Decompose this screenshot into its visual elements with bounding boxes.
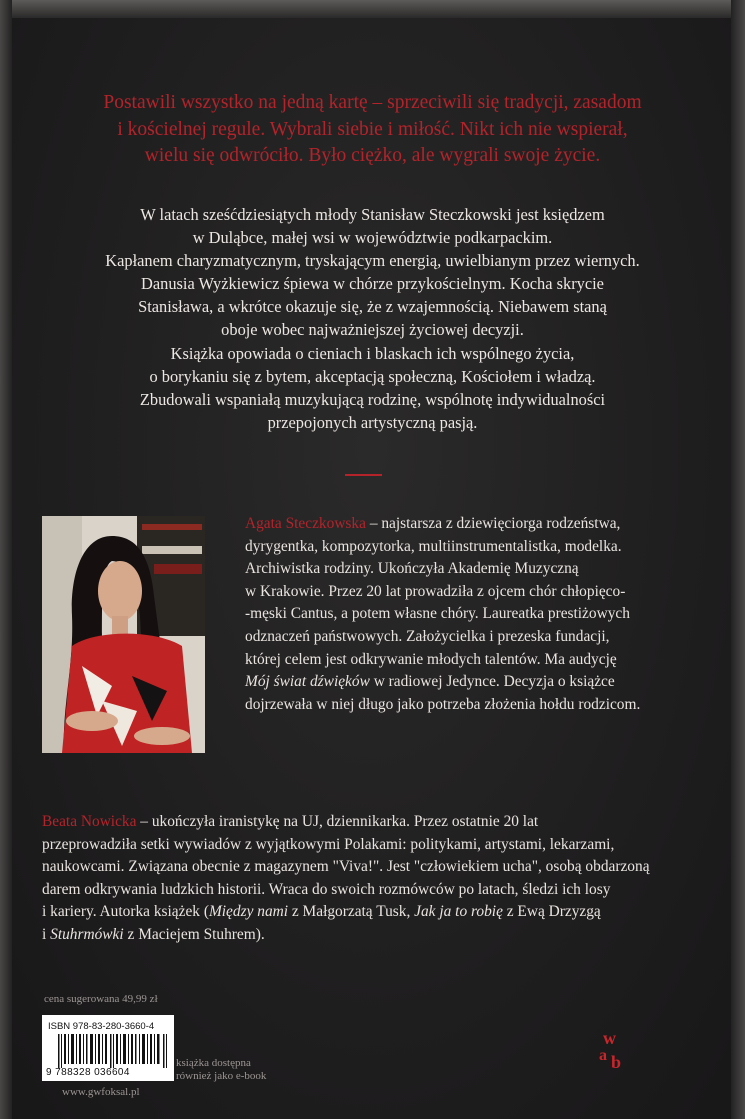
bio-text: z Ewą Drzyzgą (502, 903, 601, 921)
blurb-line: przepojonych artystyczną pasją. (267, 412, 478, 432)
bio-line (42, 811, 692, 834)
logo-letter-a: a (599, 1047, 607, 1064)
bio-line: dojrzewała w niej długo jako potrzeba złożenia hołdu rodzicom. (245, 695, 641, 713)
ebook-line: książka dostępna (176, 1057, 251, 1069)
author-photo (42, 516, 205, 753)
tagline-line: Postawili wszystko na jedną kartę – sprzeciwili się tradycji, zasadom (103, 92, 642, 113)
bio-line (245, 513, 685, 536)
author2-bio (42, 811, 692, 947)
bio-line (42, 924, 692, 947)
bio-text: – najstarsza z dziewięciorga rodzeństwa, (369, 515, 621, 532)
bio-line: darem odkrywania ludzkich historii. Wraca do swoich rozmówców po latach, śledzi ich losy (42, 880, 611, 898)
bio-text: – ukończyła iranistykę na UJ, dziennikarka. Przez ostatnie 20 lat (136, 813, 539, 830)
bio-text: z Małgorzatą Tusk, (288, 903, 415, 921)
logo-letter-b: b (611, 1052, 622, 1072)
bio-line: -męski Cantus, a potem własne chóry. Laureatka prestiżowych (245, 605, 630, 623)
author1-bio (245, 513, 685, 716)
blurb-line: oboje wobec najważniejszej życiowej decyzji. (221, 320, 524, 340)
tagline-line: wielu się odwróciło. Było ciężko, ale wygrali swoje życie. (144, 145, 601, 166)
bio-line: naukowcami. Związana obecnie z magazynem "Viva!". Jest "człowiekiem ucha", osobą obdarzoną (42, 858, 650, 876)
ebook-line: również jako e-book (176, 1070, 267, 1082)
tagline (40, 90, 705, 170)
book-title: Jak ja to robię (414, 903, 503, 921)
ebook-note (176, 1057, 266, 1083)
book-title: Stuhrmówki (50, 925, 124, 943)
bio-line: Archiwistka rodziny. Ukończyła Akademię Muzyczną (245, 560, 579, 578)
bio-text: w radiowej Jedynce. Decyzja o książce (369, 673, 615, 691)
bio-text: i (42, 925, 51, 943)
bio-line: przeprowadziła setki wywiadów z wyjątkowymi Polakami: politykami, artystami, lekarzami, (42, 835, 615, 853)
blurb-line: Książka opowiada o cieniach i blaskach ich wspólnego życia, (170, 343, 575, 363)
book-title: Między nami (208, 903, 289, 921)
book-top-edge (0, 0, 745, 18)
bio-line (42, 901, 692, 924)
blurb-line: Stanisława, a wkrótce okazuje się, że z wzajemnością. Niebawem staną (138, 297, 607, 317)
book-blurb (40, 203, 705, 434)
blurb-line: o borykaniu się z bytem, akceptacją społeczną, Kościołem i władzą. (149, 366, 596, 386)
isbn-text: ISBN 978-83-280-3660-4 (48, 1021, 155, 1032)
logo-letter-w: w (603, 1028, 616, 1048)
publisher-website: www.gwfoksal.pl (62, 1086, 140, 1098)
tagline-line: i kościelnej regule. Wybrali siebie i miłość. Nikt ich nie wspierał, (117, 118, 628, 140)
bio-line: dyrygentka, kompozytorka, multiinstrumentalistka, modelka. (245, 537, 622, 555)
bio-text: z Maciejem Stuhrem). (123, 925, 265, 943)
author-portrait-illustration (42, 516, 205, 753)
suggested-price: cena sugerowana 49,99 zł (44, 993, 158, 1005)
blurb-line: w Duląbce, małej wsi w województwie podkarpackim. (192, 228, 553, 248)
bio-line: odznaczeń państwowych. Założycielka i prezeska fundacji, (245, 627, 610, 645)
book-right-edge (731, 0, 745, 1119)
blurb-line: Kapłanem charyzmatycznym, tryskającym energią, uwielbianym przez wiernych. (105, 251, 640, 271)
book-left-edge (0, 0, 12, 1119)
section-divider (345, 474, 382, 476)
publisher-logo-icon (593, 1028, 633, 1072)
bio-line: w Krakowie. Przez 20 lat prowadziła z ojcem chór chłopięco- (245, 582, 626, 600)
radio-show-title: Mój świat dźwięków (245, 673, 370, 691)
author2-name: Beata Nowicka (42, 813, 137, 830)
author1-name: Agata Steczkowska (245, 515, 366, 532)
blurb-line: Zbudowali wspaniałą muzykującą rodzinę, wspólnotę indywidualności (139, 389, 606, 409)
blurb-line: Danusia Wyżkiewicz śpiewa w chórze przykościelnym. Kocha skrycie (141, 274, 604, 294)
bio-line: której celem jest odkrywanie młodych talentów. Ma audycję (245, 650, 617, 668)
blurb-line: W latach sześćdziesiątych młody Stanisław Steczkowski jest księdzem (140, 205, 605, 224)
barcode-icon (58, 1034, 168, 1068)
bio-text: i kariery. Autorka książek ( (42, 903, 209, 921)
barcode-number: 9 788328 036604 (46, 1067, 130, 1078)
bio-line (245, 671, 685, 694)
